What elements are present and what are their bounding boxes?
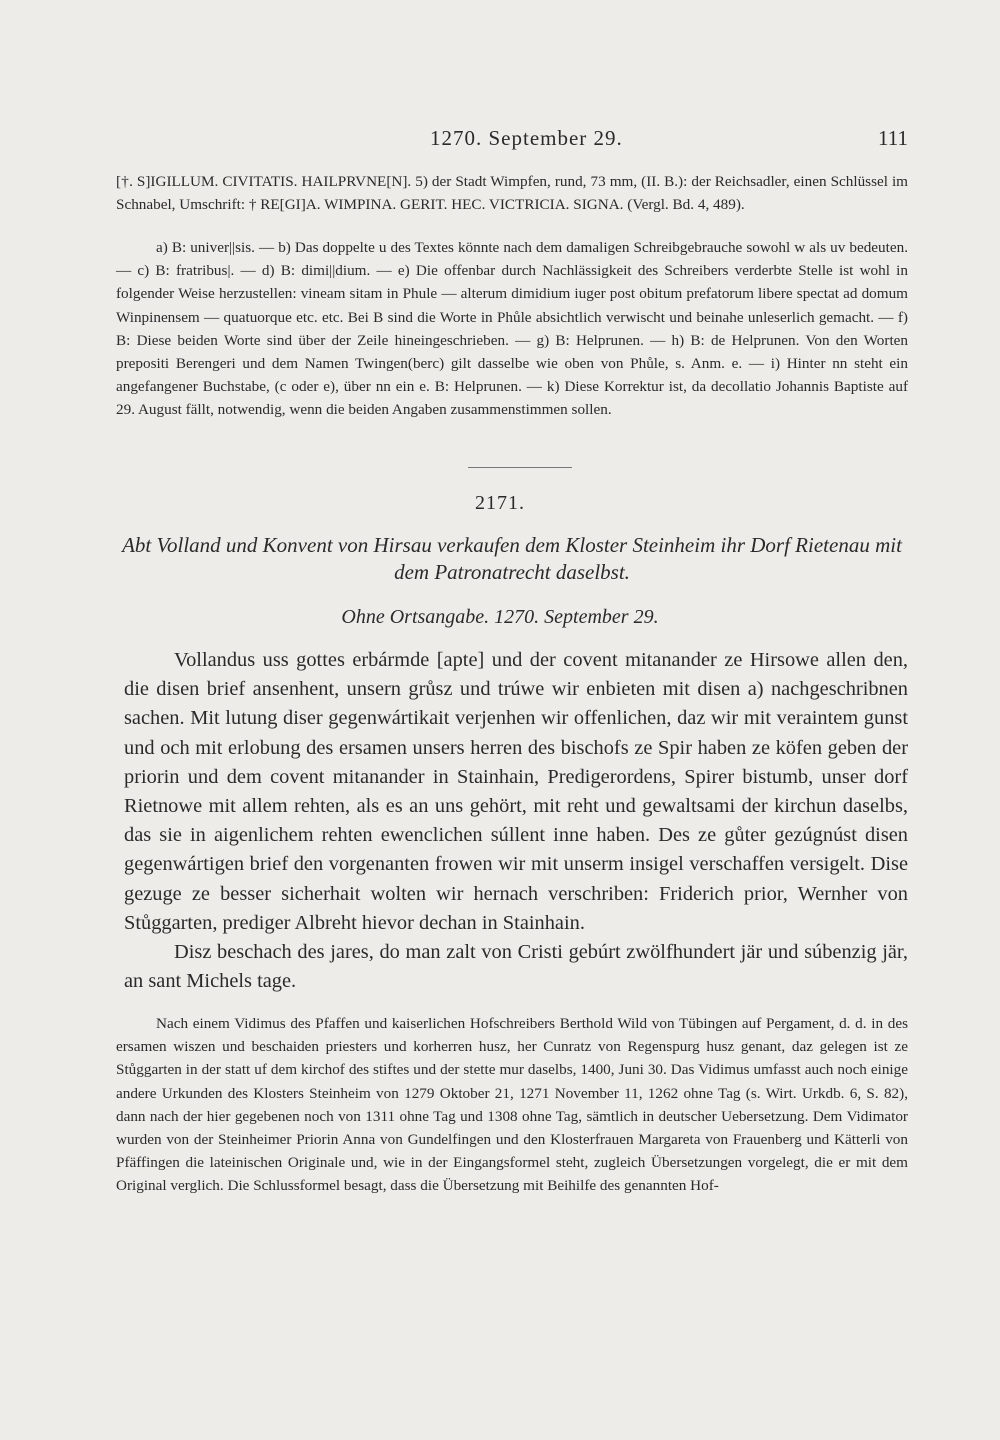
page-header (118, 126, 908, 156)
body-paragraph: Vollandus uss gottes erbármde [apte] und der covent mitanander ze Hirsowe allen den, die disen brief ansenhent, unsern grůsz und trúwe wir enbieten mit disen a) nachgeschribnen sachen. Mit lutung diser gegenwártikait verjenhen wir offenlichen, daz wir mit veraintem gunst und och mit erlobung des ersamen unsers herren des bischofs ze Spir haben ze köfen geben der priorin und dem covent mitanander in Stainhain, Predigerordens, Spirer bistumb, unser dorf Rietnowe mit allem rehten, als es an uns gehört, mit reht und gewaltsami der kirchun daselbs, das sie in aigenlichem rehten ewenclichen súllent inne haben. Des ze gůter gezúgnúst disen gegenwártigen brief den vorgenanten frowen wir mit unserm insigel verschaffen versigelt. Dise gezuge ze besser sicherhait wolten wir hernach verschriben: Friderich prior, Wernher von Stůggarten, prediger Albreht hievor dechan in Stainhain. (124, 649, 908, 934)
document-dating: Ohne Ortsangabe. 1270. September 29. (341, 606, 659, 628)
section-divider (468, 467, 572, 468)
document-regest: Abt Volland und Konvent von Hirsau verkaufen dem Kloster Steinheim ihr Dorf Rietenau mit dem Patronatrecht daselbst. (122, 533, 902, 584)
footnotes-text: a) B: univer||sis. — b) Das doppelte u des Textes könnte nach dem damaligen Schreibgebrauche sowohl w als uv bedeuten. — c) B: fratribus|. — d) B: dimi||dium. — e) Die offenbar durch Nachlässigkeit des Schreibers verderbte Stelle ist wohl in folgender Weise herzustellen: vineam sitam in Phule — alterum dimidium iuger post obitum prefatorum libere spectat ad domum Winpinensem — quatuorque etc. etc. Bei B sind die Worte in Phůle absichtlich verwischt und beinahe unleserlich gemacht. — f) B: Diese beiden Worte sind über der Zeile hineingeschrieben. — g) B: Helprunen. — h) B: de Helprunen. Von den Worten prepositi Berengeri und dem Namen Twingen(berc) gilt dasselbe wie oben von Phůle, s. Anm. e. — i) Hinter nn steht ein angefangener Buchstabe, (c oder e), über nn ein e. B: Helprunen. — k) Diese Korrektur ist, da decollatio Johannis Baptiste auf 29. August fällt, notwendig, wenn die beiden Angaben zusammenstimmen sollen. (116, 239, 908, 419)
running-title: 1270. September 29. (430, 126, 623, 150)
document-body (124, 646, 908, 996)
previous-document-seal-description (116, 170, 908, 216)
body-paragraph: Disz beschach des jares, do man zalt von Cristi gebúrt zwölfhundert jär und súbenzig jär, an sant Michels tage. (124, 941, 908, 993)
footnotes-block (116, 236, 908, 422)
seal-description-text: [†. S]IGILLUM. CIVITATIS. HAILPRVNE[N]. 5) der Stadt Wimpfen, rund, 73 mm, (II. B.): der Reichsadler, einen Schlüssel im Schnabel, Umschrift: † RE[GI]A. WIMPINA. GERIT. HEC. VICTRICIA. SIGNA. (Vergl. Bd. 4, 489). (116, 173, 908, 214)
document-number: 2171. (475, 492, 525, 514)
source-note-text: Nach einem Vidimus des Pfaffen und kaiserlichen Hofschreibers Berthold Wild von Tübingen auf Pergament, d. d. in des ersamen wiszen und beschaiden priesters und korherren husz, her Cunratz von Regenspurg husz genant, daz gelegen ist ze Stůggarten in der statt uf dem kirchof des stiftes und der stette mur daselbs, 1400, Juni 30. Das Vidimus umfasst auch noch einige andere Urkunden des Klosters Steinheim von 1279 Oktober 21, 1271 November 11, 1262 ohne Tag (s. Wirt. Urkdb. 6, S. 82), dann nach der hier gegebenen noch von 1311 ohne Tag und 1308 ohne Tag, sämtlich in deutscher Uebersetzung. Dem Vidimator wurden von der Steinheimer Priorin Anna von Gundelfingen und den Klosterfrauen Margareta von Frauenberg und Kätterli von Pfäffingen die lateinischen Originale und, wie in der Eingangsformel steht, zugleich Übersetzungen vorgelegt, die er mit dem Original verglich. Die Schlussformel besagt, dass die Übersetzung mit Beihilfe des genannten Hof- (116, 1015, 908, 1195)
source-note-block (116, 1012, 908, 1198)
page-number: 111 (878, 126, 908, 150)
